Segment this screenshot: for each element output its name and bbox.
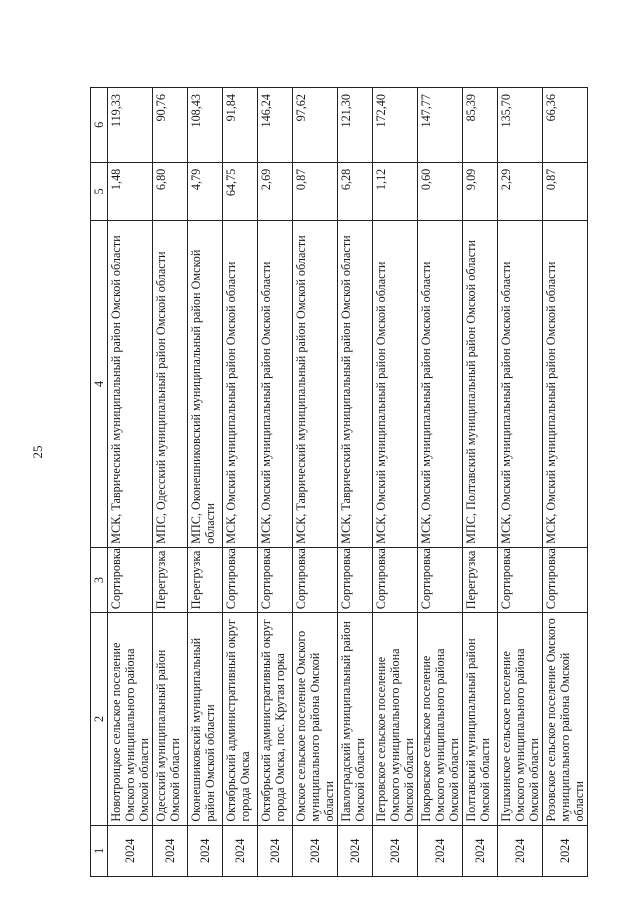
operation-type-cell: Сортировка <box>293 547 338 612</box>
table-row <box>373 88 418 877</box>
table-row <box>293 88 338 877</box>
page-number: 25 <box>30 445 45 459</box>
data-table <box>90 87 588 877</box>
operation-type-cell: Сортировка <box>543 547 588 612</box>
table-row <box>258 88 293 877</box>
operation-type-cell: Сортировка <box>258 547 293 612</box>
year-cell: 2024 <box>293 825 338 876</box>
value-col6-cell: 90,76 <box>153 88 188 163</box>
table-row <box>543 88 588 877</box>
operation-type-cell: Сортировка <box>223 547 258 612</box>
value-col5-cell: 1,48 <box>108 162 153 220</box>
table-row <box>498 88 543 877</box>
operation-type-cell: Сортировка <box>373 547 418 612</box>
value-col5-cell: 0,87 <box>293 162 338 220</box>
operation-type-cell: Перегрузка <box>463 547 498 612</box>
header-row <box>91 88 108 877</box>
settlement-name-cell: Розовское сельское поселение Омского муниципального района Омской области <box>543 613 588 825</box>
value-col6-cell: 147,77 <box>418 88 463 163</box>
year-cell: 2024 <box>108 825 153 876</box>
operation-type-cell: Сортировка <box>418 547 463 612</box>
facility-cell: МПС, Полтавский муниципальный район Омской области <box>463 221 498 548</box>
value-col6-cell: 108,43 <box>188 88 223 163</box>
year-cell: 2024 <box>373 825 418 876</box>
operation-type-cell: Перегрузка <box>188 547 223 612</box>
value-col5-cell: 2,29 <box>498 162 543 220</box>
settlement-name-cell: Октябрьский административный округ города Омска, пос. Крутая горка <box>258 613 293 825</box>
settlement-name-cell: Новотроицкое сельское поселение Омского муниципального района Омской области <box>108 613 153 825</box>
year-cell: 2024 <box>418 825 463 876</box>
settlement-name-cell: Пушкинское сельское поселение Омского муниципального района Омской области <box>498 613 543 825</box>
column-header: 2 <box>91 613 108 825</box>
value-col5-cell: 2,69 <box>258 162 293 220</box>
facility-cell: МСК, Таврический муниципальный район Омской области <box>338 221 373 548</box>
value-col5-cell: 1,12 <box>373 162 418 220</box>
value-col5-cell: 64,75 <box>223 162 258 220</box>
operation-type-cell: Перегрузка <box>153 547 188 612</box>
settlement-name-cell: Покровское сельское поселение Омского муниципального района Омской области <box>418 613 463 825</box>
table-row <box>108 88 153 877</box>
column-header: 3 <box>91 547 108 612</box>
settlement-name-cell: Одесский муниципальный район Омской области <box>153 613 188 825</box>
settlement-name-cell: Петровское сельское поселение Омского муниципального района Омской области <box>373 613 418 825</box>
value-col5-cell: 0,87 <box>543 162 588 220</box>
rotated-table-container <box>90 87 610 877</box>
settlement-name-cell: Павлоградский муниципальный район Омской области <box>338 613 373 825</box>
facility-cell: МСК, Таврический муниципальный район Омской области <box>108 221 153 548</box>
settlement-name-cell: Октябрьский административный округ города Омска <box>223 613 258 825</box>
facility-cell: МПС, Одесский муниципальный район Омской области <box>153 221 188 548</box>
year-cell: 2024 <box>188 825 223 876</box>
table-row <box>338 88 373 877</box>
column-header: 6 <box>91 88 108 163</box>
table-row <box>463 88 498 877</box>
value-col6-cell: 66,36 <box>543 88 588 163</box>
facility-cell: МСК, Омский муниципальный район Омской области <box>373 221 418 548</box>
facility-cell: МСК, Таврический муниципальный район Омской области <box>293 221 338 548</box>
value-col6-cell: 172,40 <box>373 88 418 163</box>
value-col5-cell: 9,09 <box>463 162 498 220</box>
column-header: 1 <box>91 825 108 876</box>
facility-cell: МСК, Омский муниципальный район Омской области <box>498 221 543 548</box>
facility-cell: МСК, Омский муниципальный район Омской области <box>418 221 463 548</box>
operation-type-cell: Сортировка <box>338 547 373 612</box>
settlement-name-cell: Омское сельское поселение Омского муниципального района Омской области <box>293 613 338 825</box>
column-header: 5 <box>91 162 108 220</box>
value-col6-cell: 85,39 <box>463 88 498 163</box>
value-col5-cell: 6,80 <box>153 162 188 220</box>
facility-cell: МСК, Омский муниципальный район Омской области <box>258 221 293 548</box>
operation-type-cell: Сортировка <box>108 547 153 612</box>
facility-cell: МПС, Оконешниковский муниципальный район Омской области <box>188 221 223 548</box>
value-col6-cell: 91,84 <box>223 88 258 163</box>
year-cell: 2024 <box>338 825 373 876</box>
table-row <box>188 88 223 877</box>
year-cell: 2024 <box>463 825 498 876</box>
facility-cell: МСК, Омский муниципальный район Омской области <box>223 221 258 548</box>
year-cell: 2024 <box>223 825 258 876</box>
value-col6-cell: 135,70 <box>498 88 543 163</box>
year-cell: 2024 <box>543 825 588 876</box>
value-col5-cell: 6,28 <box>338 162 373 220</box>
settlement-name-cell: Оконешниковский муниципальный район Омской области <box>188 613 223 825</box>
facility-cell: МСК, Омский муниципальный район Омской области <box>543 221 588 548</box>
value-col6-cell: 146,24 <box>258 88 293 163</box>
value-col6-cell: 119,33 <box>108 88 153 163</box>
value-col6-cell: 97,62 <box>293 88 338 163</box>
table-row <box>418 88 463 877</box>
column-header: 4 <box>91 221 108 548</box>
year-cell: 2024 <box>153 825 188 876</box>
year-cell: 2024 <box>258 825 293 876</box>
operation-type-cell: Сортировка <box>498 547 543 612</box>
settlement-name-cell: Полтавский муниципальный район Омской области <box>463 613 498 825</box>
value-col6-cell: 121,30 <box>338 88 373 163</box>
value-col5-cell: 4,79 <box>188 162 223 220</box>
table-row <box>153 88 188 877</box>
value-col5-cell: 0,60 <box>418 162 463 220</box>
table-row <box>223 88 258 877</box>
year-cell: 2024 <box>498 825 543 876</box>
